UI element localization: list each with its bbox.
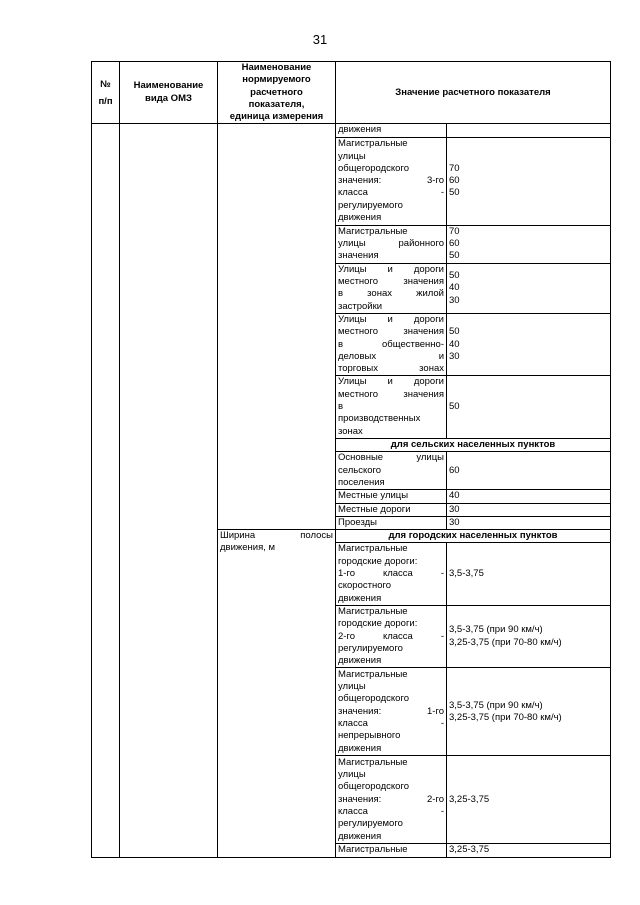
cell-indicator-width: Ширина полосы движения, м — [218, 530, 336, 858]
row-value — [447, 124, 611, 137]
cell-number — [92, 124, 120, 857]
row-value: 70 60 50 — [447, 137, 611, 225]
row-value: 50 — [447, 376, 611, 438]
section-rural: для сельских населенных пунктов — [336, 438, 611, 451]
header-value: Значение расчетного показателя — [336, 62, 611, 124]
row-value: 50 40 30 — [447, 263, 611, 313]
row-value: 30 — [447, 503, 611, 516]
row-name: Магистральные городские дороги: 2-го класса - регулируемого движения — [336, 605, 447, 667]
row-name: Магистральные улицы общегородского значения: 1-го класса - непрерывного движения — [336, 668, 447, 756]
row-value: 3,25-3,75 — [447, 844, 611, 857]
row-name: Улицы и дороги местного значения в зонах жилой застройки — [336, 263, 447, 313]
header-indicator: Наименование нормируемого расчетного показателя, единица измерения — [218, 62, 336, 124]
table-row — [92, 124, 611, 137]
row-name: Магистральные — [336, 844, 447, 857]
row-value: 3,5-3,75 — [447, 543, 611, 605]
norms-table — [91, 61, 611, 858]
cell-indicator-continued — [218, 124, 336, 530]
row-name: Магистральные улицы общегородского значения: 3-го класса - регулируемого движения — [336, 137, 447, 225]
header-omz-type: Наименование вида ОМЗ — [120, 62, 218, 124]
cell-omz-type — [120, 124, 218, 857]
page-number: 31 — [312, 32, 328, 47]
row-name: Магистральные городские дороги: 1-го класса - скоростного движения — [336, 543, 447, 605]
table-header-row — [92, 62, 611, 124]
row-value: 3,5-3,75 (при 90 км/ч) 3,25-3,75 (при 70-80 км/ч) — [447, 668, 611, 756]
header-number: № п/п — [92, 62, 120, 124]
row-value: 3,5-3,75 (при 90 км/ч) 3,25-3,75 (при 70-80 км/ч) — [447, 605, 611, 667]
section-urban: для городских населенных пунктов — [336, 530, 611, 543]
row-name: Улицы и дороги местного значения в производственных зонах — [336, 376, 447, 438]
row-name: Магистральные улицы общегородского значения: 2-го класса - регулируемого движения — [336, 756, 447, 844]
row-value: 3,25-3,75 — [447, 756, 611, 844]
row-value: 30 — [447, 516, 611, 529]
row-name: движения — [336, 124, 447, 137]
row-value: 60 — [447, 452, 611, 490]
row-name: Проезды — [336, 516, 447, 529]
row-name: Местные улицы — [336, 490, 447, 503]
row-name: Основные улицы сельского поселения — [336, 452, 447, 490]
row-value: 70 60 50 — [447, 225, 611, 263]
row-name: Местные дороги — [336, 503, 447, 516]
row-value: 40 — [447, 490, 611, 503]
row-name: Улицы и дороги местного значения в общественно- деловых и торговых зонах — [336, 313, 447, 375]
row-name: Магистральные улицы районного значения — [336, 225, 447, 263]
row-value: 50 40 30 — [447, 313, 611, 375]
